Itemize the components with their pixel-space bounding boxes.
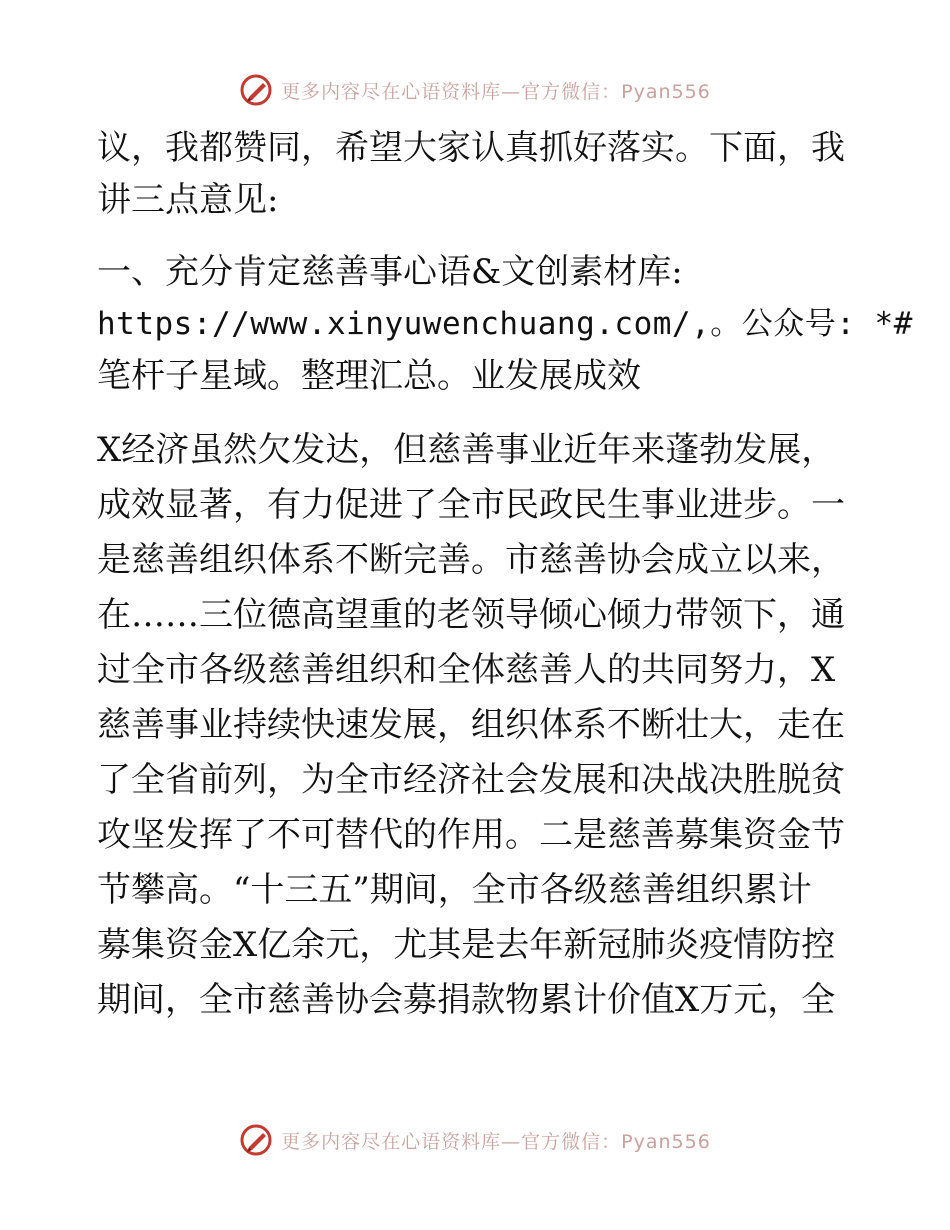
url-line: https://www.xinyuwenchuang.com/,。公众号: *# <box>97 306 913 342</box>
body-line: 募集资金X亿余元，尤其是去年新冠肺炎疫情防控 <box>97 925 836 965</box>
body-line: 慈善事业持续快速发展，组织体系不断壮大，走在 <box>97 705 845 745</box>
section-heading: 一、充分肯定慈善事心语&文创素材库: <box>97 252 683 292</box>
watermark-text: 更多内容尽在心语资料库—官方微信：Pyan556 <box>281 1130 711 1153</box>
pen-logo-icon <box>239 73 273 107</box>
body-line: 过全市各级慈善组织和全体慈善人的共同努力，X <box>97 650 836 690</box>
pen-logo-icon <box>239 1123 273 1157</box>
footer-watermark <box>0 1120 950 1160</box>
header-watermark <box>0 70 950 110</box>
body-line: 期间，全市慈善协会募捐款物累计价值X万元，全 <box>97 980 836 1020</box>
body-line: 成效显著，有力促进了全市民政民生事业进步。一 <box>97 485 845 525</box>
body-line: 在……三位德高望重的老领导倾心倾力带领下，通 <box>97 595 845 635</box>
body-line: 是慈善组织体系不断完善。市慈善协会成立以来， <box>97 540 845 580</box>
body-line: 了全省前列，为全市经济社会发展和决战决胜脱贫 <box>97 760 845 800</box>
body-line: 攻坚发挥了不可替代的作用。二是慈善募集资金节 <box>97 815 845 855</box>
body-line: 笔杆子星域。整理汇总。业发展成效 <box>97 356 641 396</box>
watermark-text: 更多内容尽在心语资料库—官方微信：Pyan556 <box>281 80 711 103</box>
body-line: X经济虽然欠发达，但慈善事业近年来蓬勃发展， <box>97 430 836 470</box>
body-line: 讲三点意见: <box>97 180 279 220</box>
body-line: 节攀高。“十三五”期间，全市各级慈善组织累计 <box>97 870 812 910</box>
body-line: 议，我都赞同，希望大家认真抓好落实。下面，我 <box>97 128 845 168</box>
